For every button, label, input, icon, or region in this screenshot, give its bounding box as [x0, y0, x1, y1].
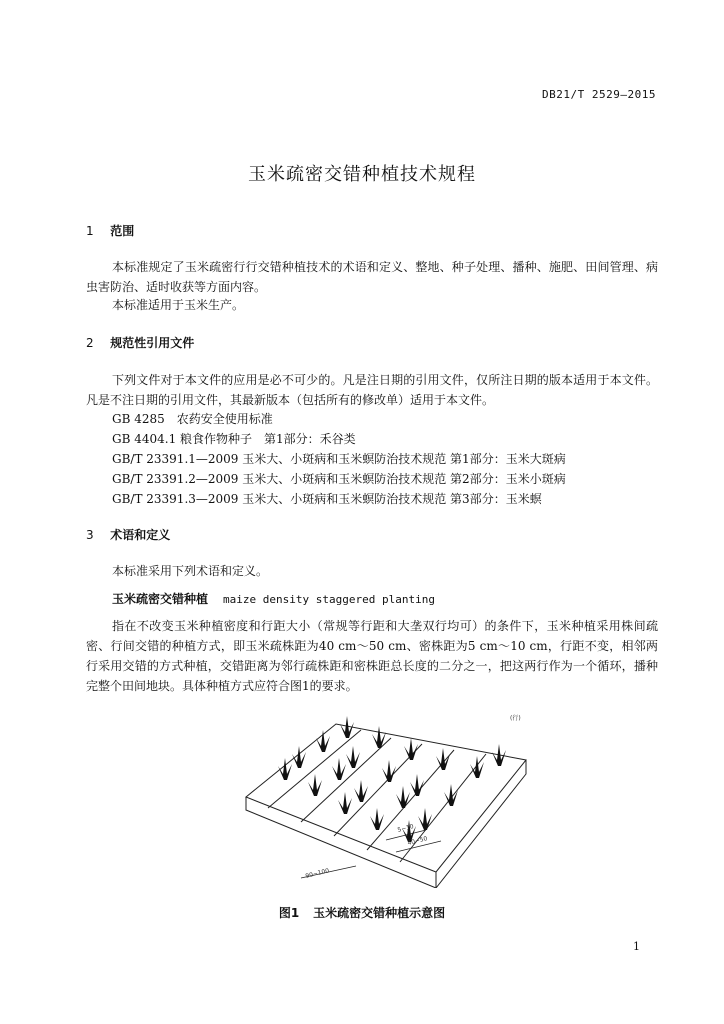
- maize-plant: [492, 744, 506, 766]
- figure-caption-text: 玉米疏密交错种植示意图: [313, 906, 446, 920]
- reference-item: GB/T 23391.3—2009 玉米大、小斑病和玉米螟防治技术规范 第3部分：玉米螟: [112, 492, 542, 506]
- paragraph: 本标准适用于玉米生产。: [112, 298, 245, 312]
- maize-plant: [308, 774, 322, 796]
- maize-plant: [332, 758, 346, 780]
- section-3-heading: [86, 526, 170, 543]
- maize-plant: [382, 760, 396, 782]
- section-title: 术语和定义: [110, 528, 171, 542]
- term-chinese: 玉米疏密交错种植: [112, 592, 209, 606]
- dimension-label: 90~100: [304, 867, 330, 880]
- page-number: 1: [633, 940, 640, 953]
- planting-diagram: [226, 702, 532, 888]
- field-outline: [246, 724, 526, 872]
- section-number: 1: [86, 224, 94, 238]
- reference-item: GB/T 23391.1—2009 玉米大、小斑病和玉米螟防治技术规范 第1部分：玉米大斑病: [112, 452, 566, 466]
- maize-plant: [338, 792, 352, 814]
- field-side-edge: [436, 760, 526, 888]
- dimension-label: 5~10: [396, 823, 415, 834]
- maize-plant: [370, 808, 384, 830]
- dimension-label: 40~50: [406, 835, 429, 847]
- term-definition: 指在不改变玉米种植密度和行距大小（常规等行距和大垄双行均可）的条件下，玉米种植采用株间疏密、行间交错的种植方式，即玉米疏株距为40 cm～50 cm、密株距为5 cm～10 cm，行距不变，相邻两行采用交错的方式种植，交错距离为邻行疏株距和密株距总长度的二分之一，把这两行作为一个循环，播种完整个田间地块。具体种植方式应符合图1的要求。: [86, 619, 658, 693]
- paragraph: 下列文件对于本文件的应用是必不可少的。凡是注日期的引用文件，仅所注日期的版本适用于本文件。凡是不注日期的引用文件，其最新版本（包括所有的修改单）适用于本文件。: [86, 373, 658, 407]
- maize-plant: [340, 716, 354, 738]
- maize-plant: [346, 746, 360, 768]
- maize-plant: [410, 774, 424, 796]
- figure-caption: [0, 904, 724, 921]
- maize-plant: [418, 808, 432, 830]
- section-number: 3: [86, 528, 94, 542]
- maize-plant: [444, 784, 458, 806]
- reference-item: GB 4404.1 粮食作物种子 第1部分：禾谷类: [112, 432, 356, 446]
- maize-plant: [354, 780, 368, 802]
- section-1-heading: [86, 222, 134, 239]
- maize-plant: [292, 746, 306, 768]
- paragraph: 本标准规定了玉米疏密行行交错种植技术的术语和定义、整地、种子处理、播种、施肥、田间管理、病虫害防治、适时收获等方面内容。: [86, 260, 658, 294]
- reference-item: GB/T 23391.2—2009 玉米大、小斑病和玉米螟防治技术规范 第2部分：玉米小斑病: [112, 472, 566, 486]
- section-2-heading: [86, 334, 194, 351]
- term-entry: [112, 590, 435, 607]
- term-english: maize density staggered planting: [223, 593, 435, 606]
- document-title: 玉米疏密交错种植技术规程: [248, 164, 476, 185]
- paragraph: 本标准采用下列术语和定义。: [112, 564, 269, 578]
- maize-plant: [396, 786, 410, 808]
- section-title: 范围: [110, 224, 135, 238]
- maize-plant: [316, 730, 330, 752]
- reference-item: GB 4285 农药安全使用标准: [112, 412, 273, 426]
- maize-plant: [436, 748, 450, 770]
- standard-code: DB21/T 2529—2015: [542, 88, 656, 101]
- dimension-label: (行): [510, 715, 521, 722]
- maize-plant: [404, 738, 418, 760]
- section-number: 2: [86, 336, 94, 350]
- figure-label: 图1: [278, 906, 300, 920]
- section-title: 规范性引用文件: [110, 336, 195, 350]
